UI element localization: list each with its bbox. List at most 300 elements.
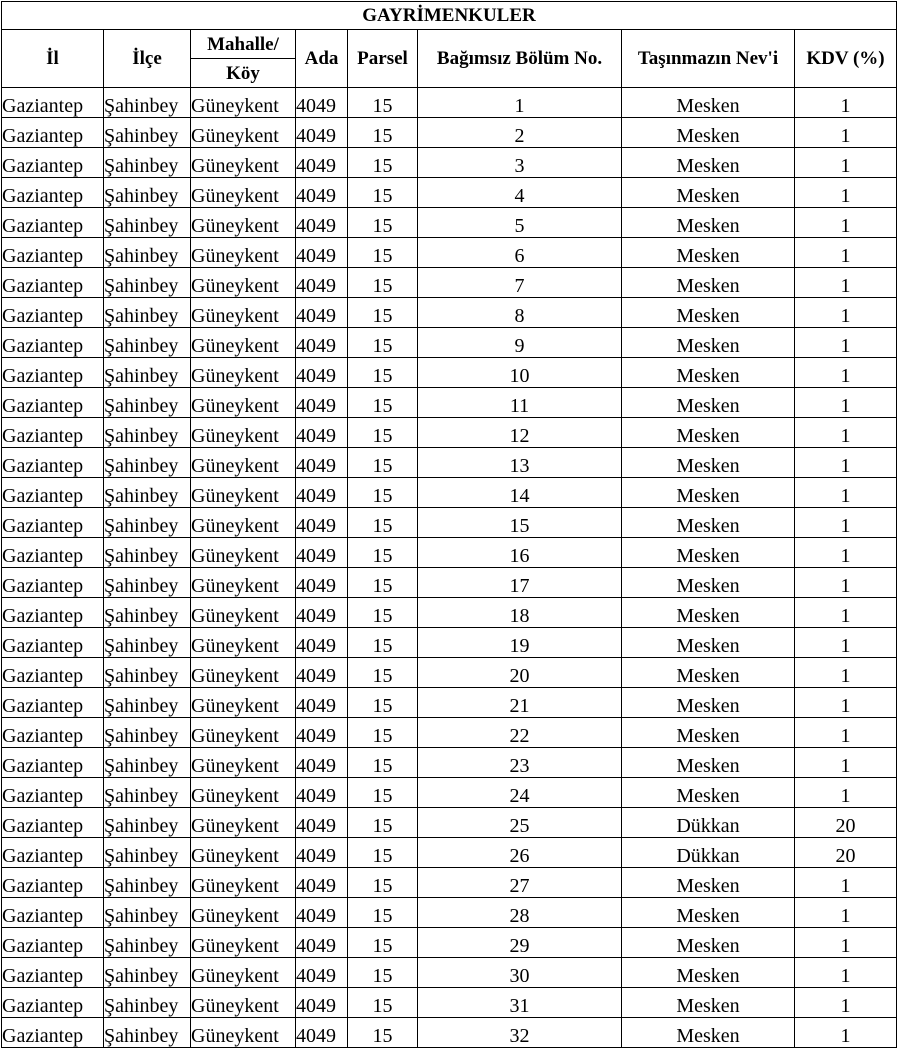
cell-mahalle: Güneykent bbox=[191, 868, 296, 898]
cell-bolum: 15 bbox=[418, 508, 622, 538]
table-row bbox=[2, 658, 897, 688]
cell-ada: 4049 bbox=[296, 958, 348, 988]
cell-mahalle: Güneykent bbox=[191, 388, 296, 418]
cell-parsel: 15 bbox=[348, 448, 418, 478]
cell-mahalle: Güneykent bbox=[191, 688, 296, 718]
cell-ada: 4049 bbox=[296, 418, 348, 448]
cell-ada: 4049 bbox=[296, 88, 348, 118]
cell-kdv: 1 bbox=[795, 898, 897, 928]
cell-ada: 4049 bbox=[296, 748, 348, 778]
cell-il: Gaziantep bbox=[2, 658, 104, 688]
table-row bbox=[2, 178, 897, 208]
cell-kdv: 1 bbox=[795, 298, 897, 328]
table-row bbox=[2, 118, 897, 148]
cell-ilce: Şahinbey bbox=[104, 148, 191, 178]
cell-il: Gaziantep bbox=[2, 298, 104, 328]
cell-kdv: 1 bbox=[795, 628, 897, 658]
cell-ilce: Şahinbey bbox=[104, 988, 191, 1018]
cell-mahalle: Güneykent bbox=[191, 718, 296, 748]
cell-parsel: 15 bbox=[348, 1018, 418, 1048]
cell-ada: 4049 bbox=[296, 628, 348, 658]
cell-il: Gaziantep bbox=[2, 778, 104, 808]
cell-parsel: 15 bbox=[348, 928, 418, 958]
cell-nev: Mesken bbox=[622, 238, 795, 268]
cell-bolum: 6 bbox=[418, 238, 622, 268]
cell-kdv: 1 bbox=[795, 868, 897, 898]
cell-bolum: 28 bbox=[418, 898, 622, 928]
cell-ada: 4049 bbox=[296, 358, 348, 388]
cell-kdv: 1 bbox=[795, 478, 897, 508]
cell-bolum: 21 bbox=[418, 688, 622, 718]
cell-kdv: 1 bbox=[795, 538, 897, 568]
table-row bbox=[2, 388, 897, 418]
real-estate-table bbox=[1, 1, 897, 1048]
table-row bbox=[2, 748, 897, 778]
cell-ilce: Şahinbey bbox=[104, 388, 191, 418]
cell-nev: Mesken bbox=[622, 448, 795, 478]
cell-mahalle: Güneykent bbox=[191, 208, 296, 238]
cell-parsel: 15 bbox=[348, 388, 418, 418]
cell-nev: Mesken bbox=[622, 418, 795, 448]
cell-nev: Mesken bbox=[622, 148, 795, 178]
cell-il: Gaziantep bbox=[2, 478, 104, 508]
cell-bolum: 22 bbox=[418, 718, 622, 748]
cell-il: Gaziantep bbox=[2, 628, 104, 658]
cell-ilce: Şahinbey bbox=[104, 478, 191, 508]
cell-mahalle: Güneykent bbox=[191, 748, 296, 778]
cell-nev: Mesken bbox=[622, 568, 795, 598]
cell-ilce: Şahinbey bbox=[104, 298, 191, 328]
cell-bolum: 12 bbox=[418, 418, 622, 448]
cell-mahalle: Güneykent bbox=[191, 808, 296, 838]
cell-bolum: 2 bbox=[418, 118, 622, 148]
cell-ilce: Şahinbey bbox=[104, 88, 191, 118]
cell-nev: Mesken bbox=[622, 628, 795, 658]
cell-bolum: 25 bbox=[418, 808, 622, 838]
cell-bolum: 5 bbox=[418, 208, 622, 238]
cell-kdv: 1 bbox=[795, 388, 897, 418]
cell-mahalle: Güneykent bbox=[191, 658, 296, 688]
cell-nev: Mesken bbox=[622, 268, 795, 298]
cell-kdv: 1 bbox=[795, 208, 897, 238]
cell-ada: 4049 bbox=[296, 568, 348, 598]
cell-ada: 4049 bbox=[296, 808, 348, 838]
cell-mahalle: Güneykent bbox=[191, 838, 296, 868]
cell-parsel: 15 bbox=[348, 508, 418, 538]
cell-ada: 4049 bbox=[296, 928, 348, 958]
cell-ada: 4049 bbox=[296, 688, 348, 718]
table-row bbox=[2, 988, 897, 1018]
cell-bolum: 20 bbox=[418, 658, 622, 688]
cell-bolum: 26 bbox=[418, 838, 622, 868]
cell-kdv: 1 bbox=[795, 448, 897, 478]
table-row bbox=[2, 508, 897, 538]
cell-mahalle: Güneykent bbox=[191, 418, 296, 448]
cell-nev: Mesken bbox=[622, 298, 795, 328]
cell-il: Gaziantep bbox=[2, 448, 104, 478]
cell-mahalle: Güneykent bbox=[191, 148, 296, 178]
cell-kdv: 1 bbox=[795, 688, 897, 718]
cell-parsel: 15 bbox=[348, 178, 418, 208]
cell-parsel: 15 bbox=[348, 148, 418, 178]
header-il: İl bbox=[2, 30, 104, 88]
cell-mahalle: Güneykent bbox=[191, 508, 296, 538]
cell-kdv: 1 bbox=[795, 328, 897, 358]
cell-nev: Mesken bbox=[622, 508, 795, 538]
cell-ada: 4049 bbox=[296, 598, 348, 628]
cell-ada: 4049 bbox=[296, 538, 348, 568]
cell-kdv: 1 bbox=[795, 658, 897, 688]
cell-parsel: 15 bbox=[348, 238, 418, 268]
cell-bolum: 32 bbox=[418, 1018, 622, 1048]
cell-ilce: Şahinbey bbox=[104, 208, 191, 238]
cell-kdv: 1 bbox=[795, 358, 897, 388]
cell-parsel: 15 bbox=[348, 418, 418, 448]
cell-ilce: Şahinbey bbox=[104, 838, 191, 868]
cell-parsel: 15 bbox=[348, 568, 418, 598]
table-row bbox=[2, 898, 897, 928]
table-row bbox=[2, 88, 897, 118]
cell-bolum: 19 bbox=[418, 628, 622, 658]
table-row bbox=[2, 598, 897, 628]
cell-nev: Mesken bbox=[622, 328, 795, 358]
cell-il: Gaziantep bbox=[2, 208, 104, 238]
cell-nev: Mesken bbox=[622, 928, 795, 958]
header-ada: Ada bbox=[296, 30, 348, 88]
cell-bolum: 14 bbox=[418, 478, 622, 508]
cell-nev: Mesken bbox=[622, 658, 795, 688]
header-parsel: Parsel bbox=[348, 30, 418, 88]
cell-bolum: 17 bbox=[418, 568, 622, 598]
cell-nev: Mesken bbox=[622, 208, 795, 238]
cell-il: Gaziantep bbox=[2, 88, 104, 118]
cell-ada: 4049 bbox=[296, 988, 348, 1018]
cell-mahalle: Güneykent bbox=[191, 478, 296, 508]
cell-ilce: Şahinbey bbox=[104, 538, 191, 568]
table-row bbox=[2, 1018, 897, 1048]
cell-ilce: Şahinbey bbox=[104, 418, 191, 448]
cell-ilce: Şahinbey bbox=[104, 658, 191, 688]
cell-kdv: 1 bbox=[795, 1018, 897, 1048]
cell-il: Gaziantep bbox=[2, 328, 104, 358]
cell-il: Gaziantep bbox=[2, 808, 104, 838]
cell-bolum: 11 bbox=[418, 388, 622, 418]
cell-kdv: 1 bbox=[795, 118, 897, 148]
cell-kdv: 1 bbox=[795, 748, 897, 778]
cell-il: Gaziantep bbox=[2, 178, 104, 208]
table-row bbox=[2, 628, 897, 658]
cell-il: Gaziantep bbox=[2, 538, 104, 568]
cell-ilce: Şahinbey bbox=[104, 268, 191, 298]
cell-kdv: 1 bbox=[795, 718, 897, 748]
cell-parsel: 15 bbox=[348, 868, 418, 898]
cell-ilce: Şahinbey bbox=[104, 118, 191, 148]
cell-il: Gaziantep bbox=[2, 358, 104, 388]
cell-il: Gaziantep bbox=[2, 118, 104, 148]
cell-ada: 4049 bbox=[296, 268, 348, 298]
cell-ilce: Şahinbey bbox=[104, 688, 191, 718]
cell-parsel: 15 bbox=[348, 688, 418, 718]
cell-mahalle: Güneykent bbox=[191, 298, 296, 328]
cell-ilce: Şahinbey bbox=[104, 928, 191, 958]
cell-ada: 4049 bbox=[296, 1018, 348, 1048]
cell-nev: Mesken bbox=[622, 898, 795, 928]
cell-mahalle: Güneykent bbox=[191, 898, 296, 928]
header-kdv: KDV (%) bbox=[795, 30, 897, 88]
table-row bbox=[2, 778, 897, 808]
cell-il: Gaziantep bbox=[2, 148, 104, 178]
cell-ada: 4049 bbox=[296, 298, 348, 328]
cell-il: Gaziantep bbox=[2, 928, 104, 958]
cell-mahalle: Güneykent bbox=[191, 358, 296, 388]
cell-kdv: 1 bbox=[795, 988, 897, 1018]
cell-nev: Mesken bbox=[622, 688, 795, 718]
cell-parsel: 15 bbox=[348, 88, 418, 118]
cell-ada: 4049 bbox=[296, 178, 348, 208]
cell-mahalle: Güneykent bbox=[191, 118, 296, 148]
cell-ada: 4049 bbox=[296, 478, 348, 508]
cell-kdv: 1 bbox=[795, 958, 897, 988]
cell-nev: Mesken bbox=[622, 388, 795, 418]
table-row bbox=[2, 718, 897, 748]
cell-parsel: 15 bbox=[348, 748, 418, 778]
cell-mahalle: Güneykent bbox=[191, 928, 296, 958]
cell-il: Gaziantep bbox=[2, 268, 104, 298]
cell-nev: Mesken bbox=[622, 748, 795, 778]
cell-ilce: Şahinbey bbox=[104, 628, 191, 658]
cell-parsel: 15 bbox=[348, 838, 418, 868]
cell-nev: Mesken bbox=[622, 88, 795, 118]
cell-parsel: 15 bbox=[348, 268, 418, 298]
cell-nev: Dükkan bbox=[622, 808, 795, 838]
cell-bolum: 7 bbox=[418, 268, 622, 298]
table-row bbox=[2, 358, 897, 388]
cell-ilce: Şahinbey bbox=[104, 1018, 191, 1048]
cell-il: Gaziantep bbox=[2, 868, 104, 898]
cell-ilce: Şahinbey bbox=[104, 958, 191, 988]
cell-mahalle: Güneykent bbox=[191, 988, 296, 1018]
cell-ada: 4049 bbox=[296, 238, 348, 268]
cell-mahalle: Güneykent bbox=[191, 598, 296, 628]
cell-kdv: 1 bbox=[795, 508, 897, 538]
table-body bbox=[2, 88, 897, 1048]
cell-ada: 4049 bbox=[296, 508, 348, 538]
table-row bbox=[2, 208, 897, 238]
cell-ada: 4049 bbox=[296, 208, 348, 238]
cell-nev: Dükkan bbox=[622, 838, 795, 868]
cell-bolum: 24 bbox=[418, 778, 622, 808]
cell-mahalle: Güneykent bbox=[191, 268, 296, 298]
cell-nev: Mesken bbox=[622, 178, 795, 208]
cell-il: Gaziantep bbox=[2, 718, 104, 748]
cell-ilce: Şahinbey bbox=[104, 778, 191, 808]
cell-ada: 4049 bbox=[296, 658, 348, 688]
cell-bolum: 23 bbox=[418, 748, 622, 778]
table-row bbox=[2, 958, 897, 988]
header-mahalle-top: Mahalle/ bbox=[191, 30, 296, 59]
cell-ada: 4049 bbox=[296, 838, 348, 868]
cell-kdv: 20 bbox=[795, 808, 897, 838]
cell-ada: 4049 bbox=[296, 718, 348, 748]
cell-mahalle: Güneykent bbox=[191, 958, 296, 988]
table-row bbox=[2, 688, 897, 718]
cell-kdv: 1 bbox=[795, 178, 897, 208]
cell-ilce: Şahinbey bbox=[104, 568, 191, 598]
table-row bbox=[2, 928, 897, 958]
cell-ada: 4049 bbox=[296, 898, 348, 928]
table-row bbox=[2, 268, 897, 298]
cell-bolum: 18 bbox=[418, 598, 622, 628]
cell-kdv: 1 bbox=[795, 238, 897, 268]
cell-il: Gaziantep bbox=[2, 388, 104, 418]
cell-ilce: Şahinbey bbox=[104, 238, 191, 268]
cell-ada: 4049 bbox=[296, 868, 348, 898]
cell-bolum: 3 bbox=[418, 148, 622, 178]
cell-nev: Mesken bbox=[622, 868, 795, 898]
cell-kdv: 1 bbox=[795, 88, 897, 118]
cell-bolum: 31 bbox=[418, 988, 622, 1018]
cell-parsel: 15 bbox=[348, 328, 418, 358]
cell-nev: Mesken bbox=[622, 358, 795, 388]
cell-nev: Mesken bbox=[622, 598, 795, 628]
table-row bbox=[2, 808, 897, 838]
cell-nev: Mesken bbox=[622, 478, 795, 508]
cell-il: Gaziantep bbox=[2, 748, 104, 778]
cell-il: Gaziantep bbox=[2, 838, 104, 868]
cell-parsel: 15 bbox=[348, 598, 418, 628]
cell-bolum: 4 bbox=[418, 178, 622, 208]
cell-nev: Mesken bbox=[622, 118, 795, 148]
cell-parsel: 15 bbox=[348, 808, 418, 838]
cell-parsel: 15 bbox=[348, 538, 418, 568]
cell-mahalle: Güneykent bbox=[191, 628, 296, 658]
cell-mahalle: Güneykent bbox=[191, 1018, 296, 1048]
table-row bbox=[2, 538, 897, 568]
cell-ada: 4049 bbox=[296, 328, 348, 358]
cell-ilce: Şahinbey bbox=[104, 598, 191, 628]
table-row bbox=[2, 448, 897, 478]
cell-ilce: Şahinbey bbox=[104, 898, 191, 928]
header-mahalle-bottom: Köy bbox=[191, 59, 296, 88]
cell-il: Gaziantep bbox=[2, 508, 104, 538]
table-row bbox=[2, 298, 897, 328]
header-tasinmaz-nevi: Taşınmazın Nev'i bbox=[622, 30, 795, 88]
cell-bolum: 8 bbox=[418, 298, 622, 328]
cell-mahalle: Güneykent bbox=[191, 538, 296, 568]
table-row bbox=[2, 838, 897, 868]
cell-mahalle: Güneykent bbox=[191, 178, 296, 208]
cell-parsel: 15 bbox=[348, 778, 418, 808]
cell-ada: 4049 bbox=[296, 388, 348, 418]
cell-il: Gaziantep bbox=[2, 568, 104, 598]
cell-ilce: Şahinbey bbox=[104, 868, 191, 898]
cell-ilce: Şahinbey bbox=[104, 328, 191, 358]
cell-kdv: 1 bbox=[795, 928, 897, 958]
cell-ilce: Şahinbey bbox=[104, 748, 191, 778]
cell-parsel: 15 bbox=[348, 298, 418, 328]
cell-ilce: Şahinbey bbox=[104, 718, 191, 748]
cell-bolum: 16 bbox=[418, 538, 622, 568]
cell-bolum: 1 bbox=[418, 88, 622, 118]
cell-nev: Mesken bbox=[622, 958, 795, 988]
cell-parsel: 15 bbox=[348, 478, 418, 508]
cell-il: Gaziantep bbox=[2, 1018, 104, 1048]
cell-il: Gaziantep bbox=[2, 238, 104, 268]
cell-ilce: Şahinbey bbox=[104, 508, 191, 538]
table-row bbox=[2, 478, 897, 508]
cell-il: Gaziantep bbox=[2, 688, 104, 718]
cell-il: Gaziantep bbox=[2, 898, 104, 928]
cell-mahalle: Güneykent bbox=[191, 568, 296, 598]
cell-kdv: 1 bbox=[795, 268, 897, 298]
cell-kdv: 1 bbox=[795, 148, 897, 178]
table-title: GAYRİMENKULER bbox=[2, 2, 897, 30]
cell-nev: Mesken bbox=[622, 718, 795, 748]
cell-kdv: 1 bbox=[795, 418, 897, 448]
table-row bbox=[2, 148, 897, 178]
cell-parsel: 15 bbox=[348, 898, 418, 928]
cell-mahalle: Güneykent bbox=[191, 778, 296, 808]
cell-bolum: 13 bbox=[418, 448, 622, 478]
cell-ilce: Şahinbey bbox=[104, 358, 191, 388]
cell-bolum: 30 bbox=[418, 958, 622, 988]
cell-parsel: 15 bbox=[348, 118, 418, 148]
cell-mahalle: Güneykent bbox=[191, 238, 296, 268]
header-ilce: İlçe bbox=[104, 30, 191, 88]
cell-ada: 4049 bbox=[296, 148, 348, 178]
table-row bbox=[2, 418, 897, 448]
cell-mahalle: Güneykent bbox=[191, 88, 296, 118]
cell-nev: Mesken bbox=[622, 1018, 795, 1048]
cell-ilce: Şahinbey bbox=[104, 808, 191, 838]
cell-mahalle: Güneykent bbox=[191, 448, 296, 478]
cell-il: Gaziantep bbox=[2, 958, 104, 988]
table-row bbox=[2, 238, 897, 268]
cell-kdv: 1 bbox=[795, 598, 897, 628]
cell-bolum: 9 bbox=[418, 328, 622, 358]
cell-kdv: 1 bbox=[795, 778, 897, 808]
cell-bolum: 27 bbox=[418, 868, 622, 898]
cell-nev: Mesken bbox=[622, 988, 795, 1018]
cell-nev: Mesken bbox=[622, 538, 795, 568]
cell-mahalle: Güneykent bbox=[191, 328, 296, 358]
cell-ilce: Şahinbey bbox=[104, 448, 191, 478]
table-row bbox=[2, 568, 897, 598]
cell-parsel: 15 bbox=[348, 628, 418, 658]
cell-parsel: 15 bbox=[348, 658, 418, 688]
cell-bolum: 10 bbox=[418, 358, 622, 388]
cell-il: Gaziantep bbox=[2, 988, 104, 1018]
cell-bolum: 29 bbox=[418, 928, 622, 958]
cell-parsel: 15 bbox=[348, 208, 418, 238]
cell-parsel: 15 bbox=[348, 988, 418, 1018]
cell-parsel: 15 bbox=[348, 358, 418, 388]
cell-parsel: 15 bbox=[348, 718, 418, 748]
cell-kdv: 20 bbox=[795, 838, 897, 868]
cell-ada: 4049 bbox=[296, 118, 348, 148]
cell-il: Gaziantep bbox=[2, 598, 104, 628]
cell-kdv: 1 bbox=[795, 568, 897, 598]
cell-il: Gaziantep bbox=[2, 418, 104, 448]
table-row bbox=[2, 328, 897, 358]
cell-ilce: Şahinbey bbox=[104, 178, 191, 208]
cell-parsel: 15 bbox=[348, 958, 418, 988]
cell-ada: 4049 bbox=[296, 778, 348, 808]
table-row bbox=[2, 868, 897, 898]
cell-nev: Mesken bbox=[622, 778, 795, 808]
cell-ada: 4049 bbox=[296, 448, 348, 478]
header-bagimsiz-bolum: Bağımsız Bölüm No. bbox=[418, 30, 622, 88]
